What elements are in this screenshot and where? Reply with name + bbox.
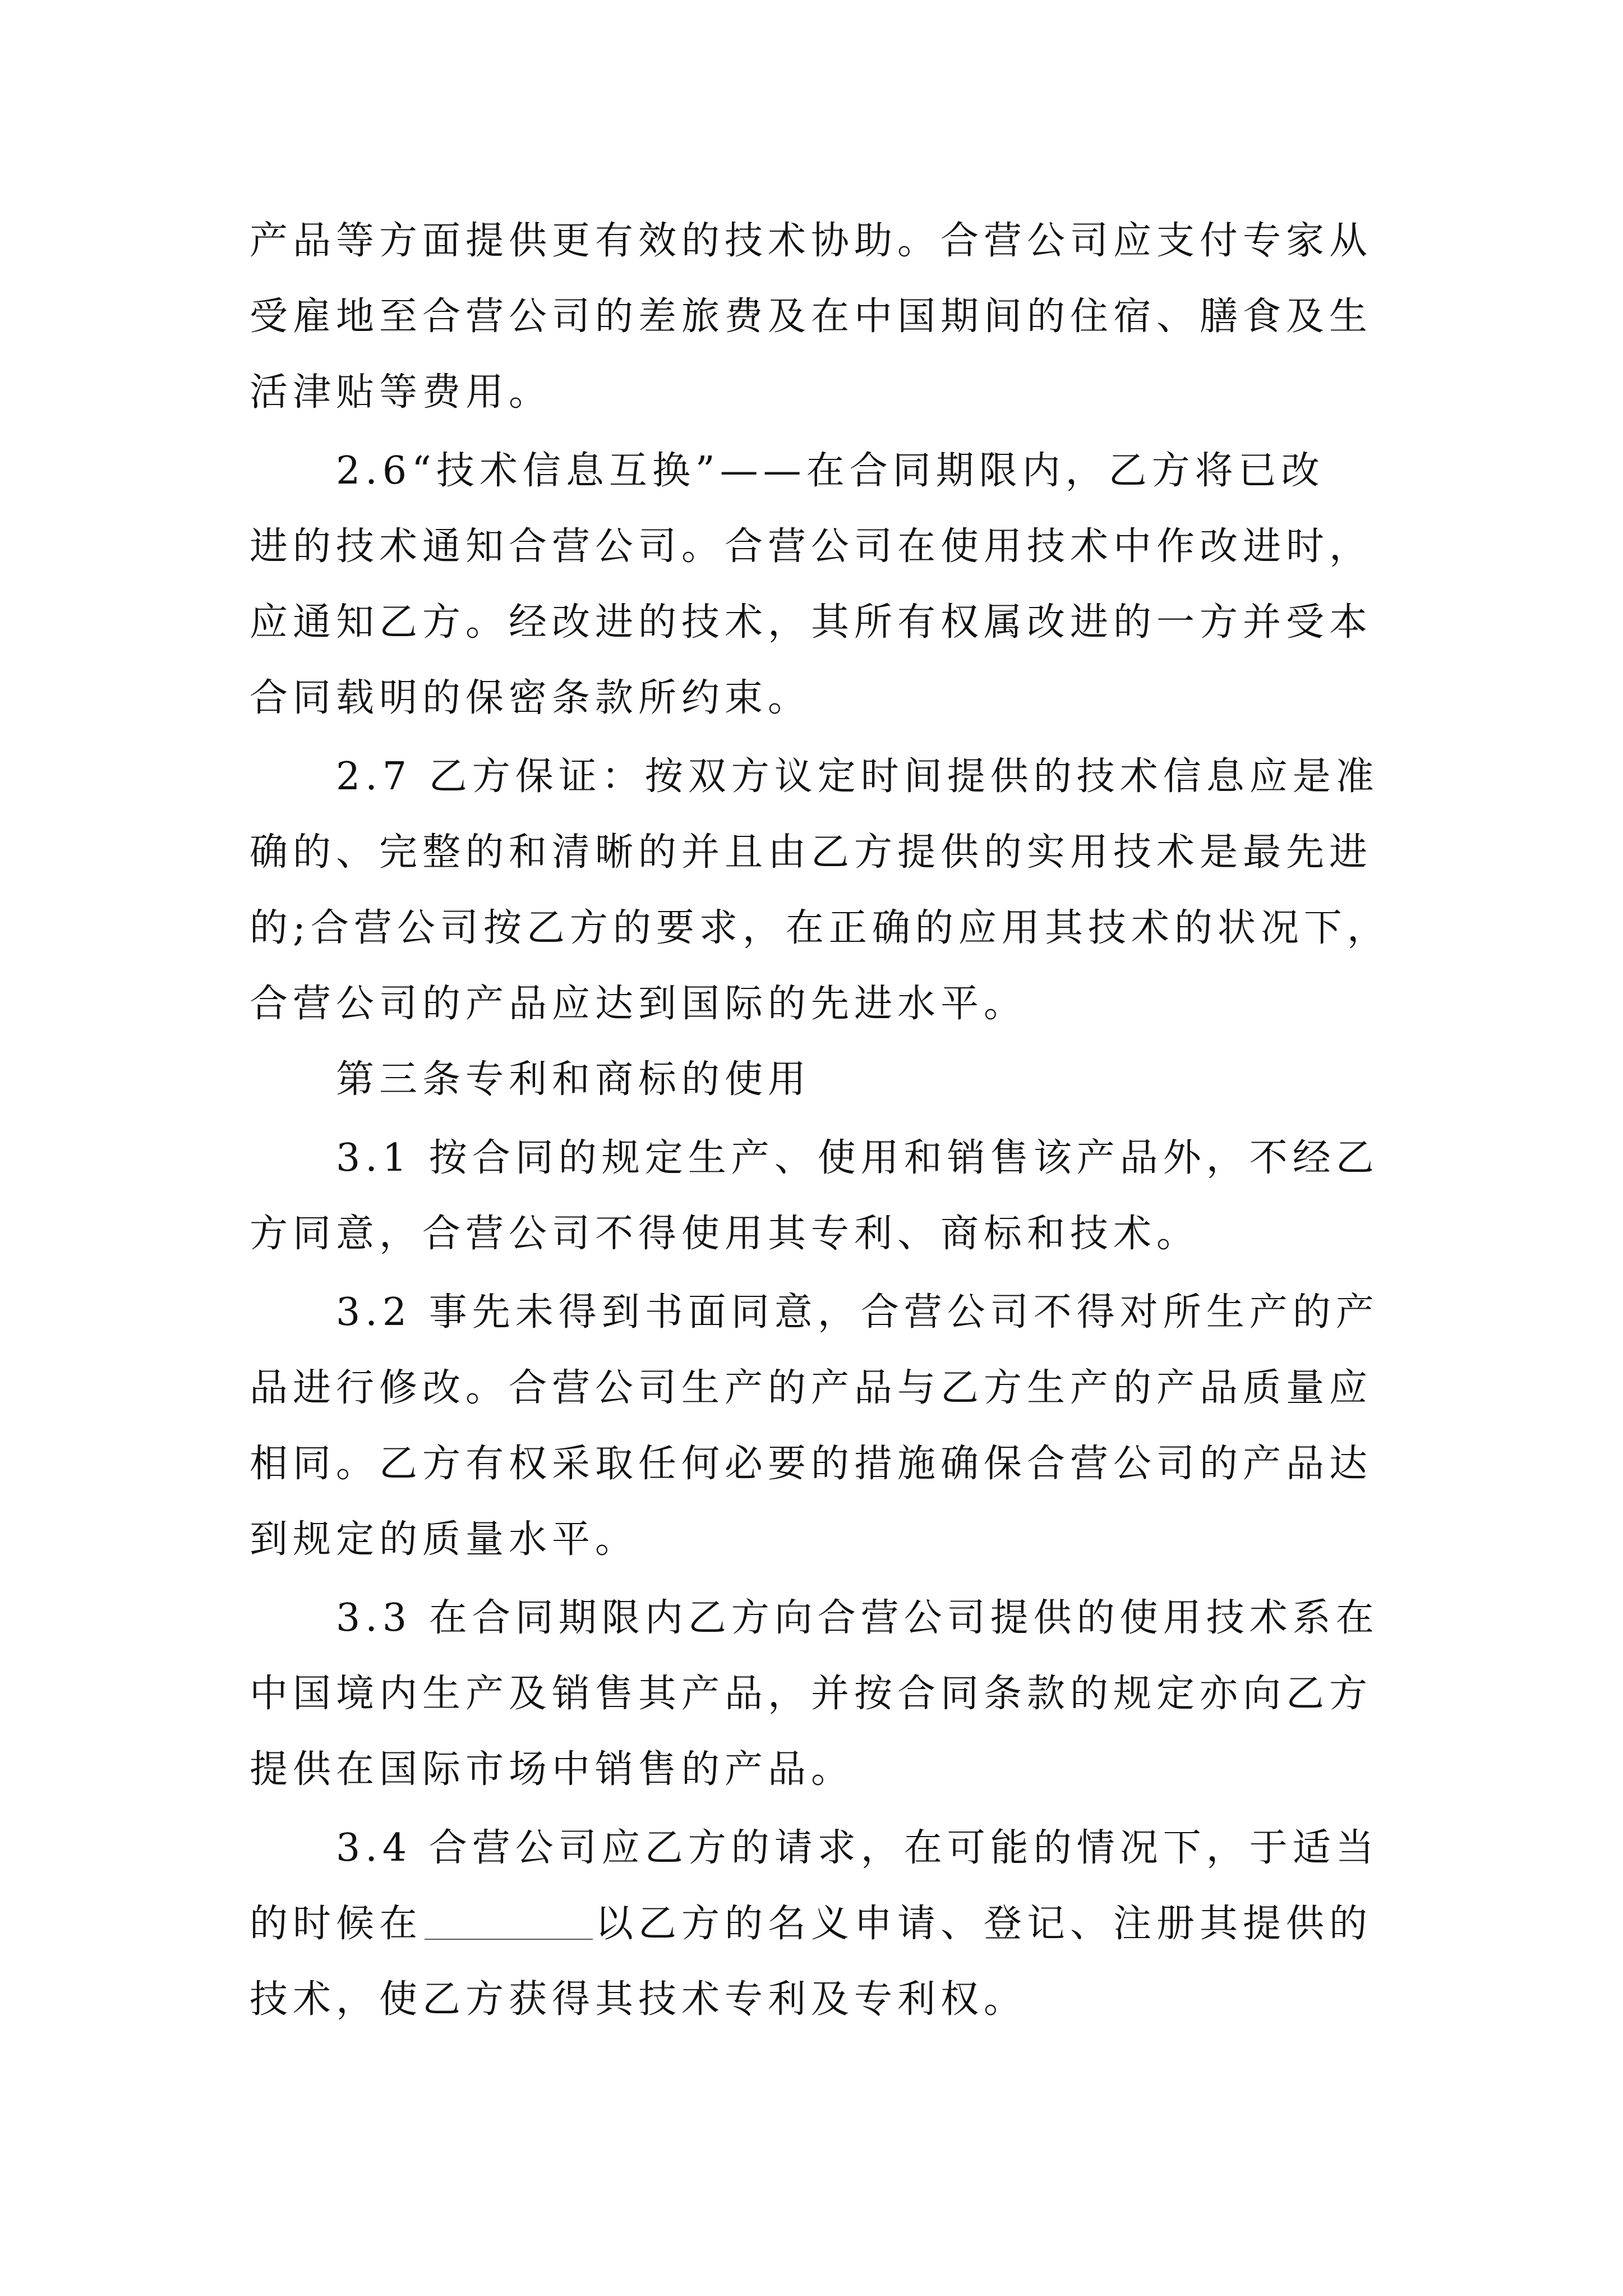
section-heading: 第三条专利和商标的使用 [250, 1057, 811, 1102]
text-line: 2.6“技术信息互换”——在合同期限内，乙方将已改 [250, 449, 1325, 493]
text-line: 活津贴等费用。 [250, 370, 552, 415]
text-line: 的;合营公司按乙方的要求，在正确的应用其技术的状况下， [250, 906, 1390, 950]
text-line: 进的技术通知合营公司。合营公司在使用技术中作改进时， [250, 524, 1373, 569]
text-line: 中国境内生产及销售其产品，并按合同条款的规定亦向乙方 [250, 1672, 1373, 1716]
text-line: 3.4 合营公司应乙方的请求，在可能的情况下，于适当 [250, 1826, 1379, 1870]
text-line-with-blank [250, 1890, 1372, 1958]
text-line: 3.2 事先未得到书面同意，合营公司不得对所生产的产 [250, 1290, 1379, 1335]
text-line: 合营公司的产品应达到国际的先进水平。 [250, 982, 1027, 1026]
text-line: 确的、完整的和清晰的并且由乙方提供的实用技术是最先进 [250, 830, 1373, 875]
text-line: 受雇地至合营公司的差旅费及在中国期间的住宿、膳食及生 [250, 295, 1373, 339]
text-line: 相同。乙方有权采取任何必要的措施确保合营公司的产品达 [250, 1442, 1373, 1486]
text-line: 3.1 按合同的规定生产、使用和销售该产品外，不经乙 [250, 1136, 1379, 1180]
text-after-blank: 以乙方的名义申请、登记、注册其提供的 [595, 1902, 1373, 1946]
text-line: 到规定的质量水平。 [250, 1517, 639, 1562]
text-line: 提供在国际市场中销售的产品。 [250, 1747, 855, 1792]
text-line: 应通知乙方。经改进的技术，其所有权属改进的一方并受本 [250, 600, 1373, 645]
text-line: 技术，使乙方获得其技术专利及专利权。 [250, 1977, 1027, 2022]
fill-in-blank [425, 1938, 593, 1940]
text-line: 方同意，合营公司不得使用其专利、商标和技术。 [250, 1212, 1200, 1256]
text-line: 3.3 在合同期限内乙方向合营公司提供的使用技术系在 [250, 1596, 1379, 1640]
text-line: 2.7 乙方保证：按双方议定时间提供的技术信息应是准 [250, 754, 1379, 799]
text-line: 产品等方面提供更有效的技术协助。合营公司应支付专家从 [250, 219, 1373, 263]
text-line: 品进行修改。合营公司生产的产品与乙方生产的产品质量应 [250, 1366, 1373, 1410]
text-line: 合同载明的保密条款所约束。 [250, 676, 811, 720]
text-before-blank: 的时候在 [250, 1902, 423, 1946]
